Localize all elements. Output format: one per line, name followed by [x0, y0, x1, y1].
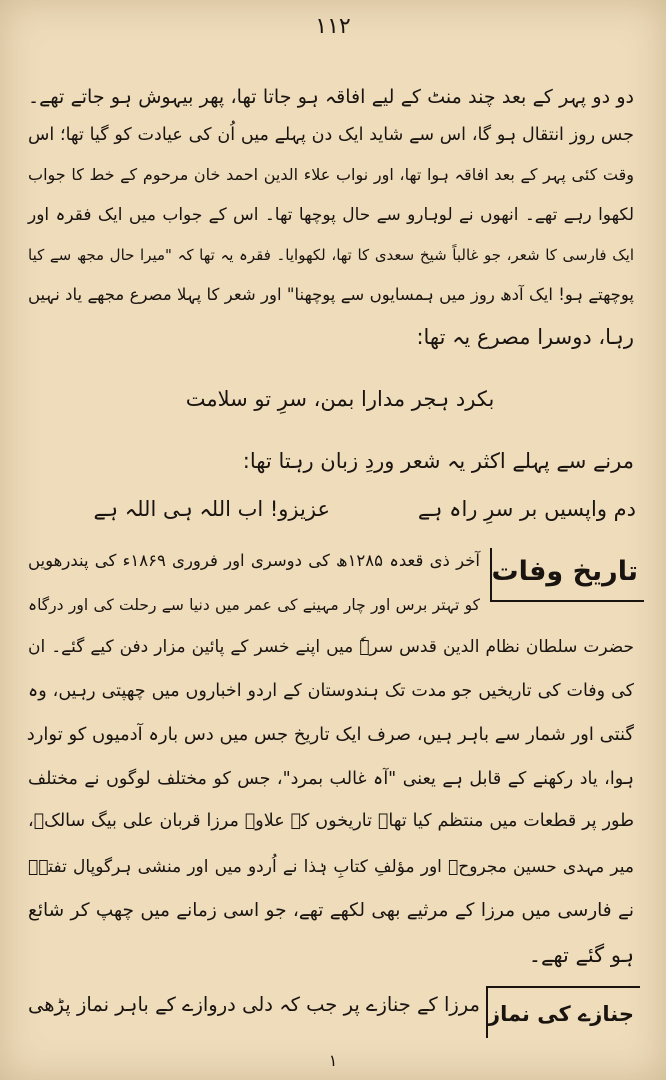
verse-line: بکرد ہجر مدارا بمن، سرِ تو سلامت [185, 387, 495, 411]
page-number: ۱۱۲ [315, 14, 351, 39]
verse-hemistich-left: عزیزو! اب اللہ ہی اللہ ہے [93, 497, 330, 521]
paragraph-line: آخر ذی قعدہ ۱۲۸۵ھ کی دوسری اور فروری ۱۸۶۹ء کی پندرھویں [28, 551, 480, 570]
verse-hemistich-right: دم واپسیں بر سرِ راہ ہے [417, 497, 636, 521]
paragraph-line: وقت کئی پہر کے بعد افاقہ ہوا تھا، اور نواب علاء الدین احمد خان مرحوم کے خط کا جواب [28, 165, 634, 184]
paragraph-line: مرنے سے پہلے اکثر یہ شعر وردِ زبان رہتا تھا: [242, 449, 634, 473]
paragraph-line: طور پر قطعات میں منتظم کیا تھا۔ تاریخوں کے علاوہ مرزا قربان علی بیگ سالکؔ، [28, 811, 634, 831]
paragraph-line: میر مہدی حسین مجروحؔ اور مؤلفِ کتابِ ہٰذا نے اُردو میں اور منشی ہرگوپال تفتہؔ [28, 857, 634, 877]
paragraph-line: ایک فارسی کا شعر، جو غالباً شیخ سعدی کا تھا، لکھوایا۔ فقرہ یہ تھا کہ "میرا حال مجھ سے کیا [28, 246, 634, 264]
paragraph-line: گنتی اور شمار سے باہر ہیں، صرف ایک تاریخ جس میں دس بارہ آدمیوں کو توارد [26, 724, 634, 745]
paragraph-line: مرزا کے جنازے پر جب کہ دلی دروازے کے باہر نماز پڑھی [28, 993, 480, 1016]
paragraph-line: حضرت سلطان نظام الدین قدس سرہٗ میں اپنے خسر کے پائین مزار دفن کیے گئے۔ ان [28, 637, 634, 657]
paragraph-line: جس روز انتقال ہو گا، اس سے شاید ایک دن پہلے میں اُن کی عیادت کو گیا تھا؛ اس [28, 125, 634, 145]
paragraph-line: دو دو پہر کے بعد چند منٹ کے لیے افاقہ ہو جاتا تھا، پھر بیہوش ہو جاتے تھے۔ [28, 86, 634, 108]
paragraph-line: کی وفات کی تاریخیں جو مدت تک ہندوستان کے اردو اخباروں میں چھپتی رہیں، وہ [28, 681, 634, 701]
section-heading-death-date: تاریخ وفات [490, 548, 644, 602]
page-footer-mark: ۱ [328, 1051, 338, 1070]
paragraph-line: ہو گئے تھے۔ [528, 943, 634, 967]
paragraph-line: ہوا، یاد رکھنے کے قابل ہے یعنی "آہ غالب بمرد"، جس کو مختلف لوگوں نے مختلف [28, 769, 634, 789]
paragraph-line: نے فارسی میں مرزا کے مرثیے بھی لکھے تھے، جو اسی زمانے میں چھپ کر شائع [28, 900, 634, 921]
paragraph-line: کو تہتر برس اور چار مہینے کی عمر میں دنیا سے رحلت کی اور درگاہ [28, 596, 480, 614]
section-heading-funeral-prayer: جنازے کی نماز [486, 986, 640, 1038]
paragraph-line: رہا، دوسرا مصرع یہ تھا: [416, 325, 634, 349]
paragraph-line: پوچھتے ہو! ایک آدھ روز میں ہمسایوں سے پوچھنا" اور شعر کا پہلا مصرع مجھے یاد نہیں [28, 285, 634, 304]
paragraph-line: لکھوا رہے تھے۔ انھوں نے لوہارو سے حال پوچھا تھا۔ اس کے جواب میں ایک فقرہ اور [28, 205, 634, 225]
